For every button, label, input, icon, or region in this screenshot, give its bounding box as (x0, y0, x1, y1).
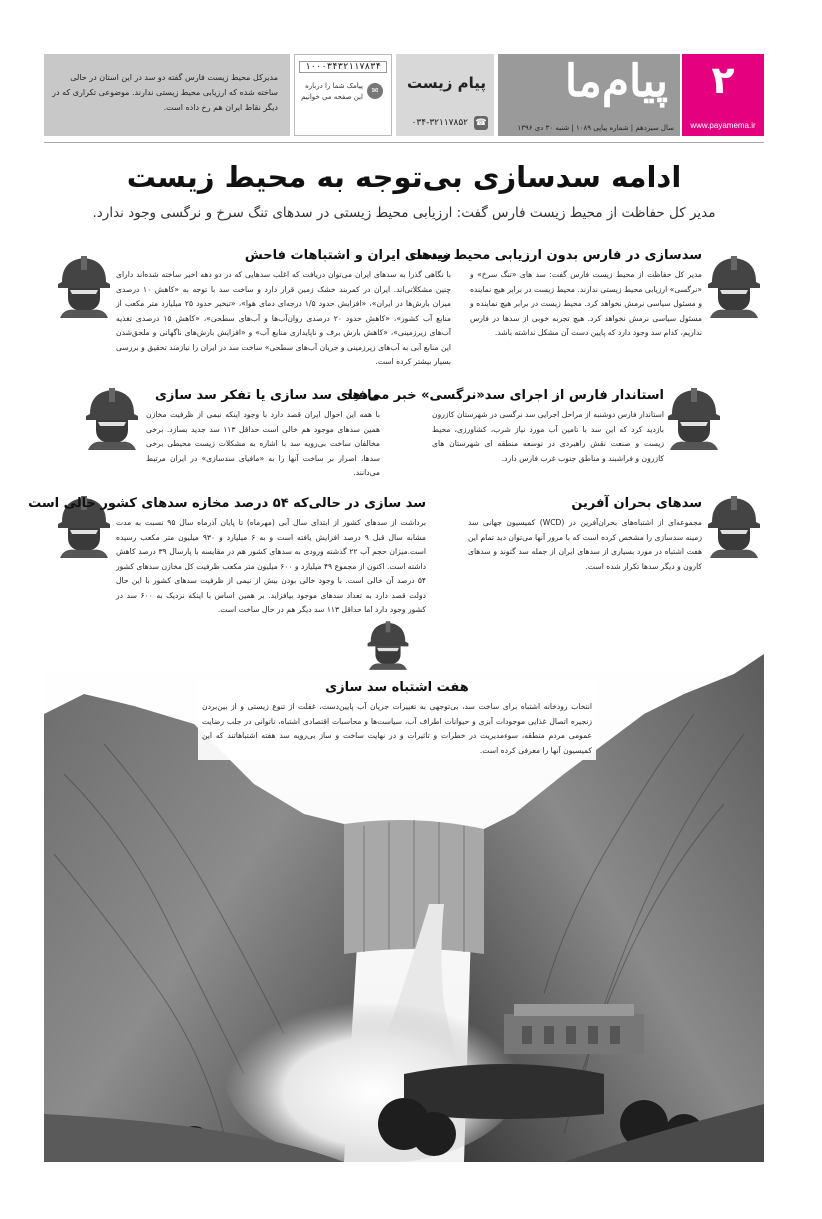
section-dam-mafia (146, 388, 380, 481)
sms-number: ۱۰۰۰۳۴۳۲۱۱۷۸۳۴ (299, 61, 387, 73)
section-crisis-dams (468, 496, 702, 574)
summary-text: مدیرکل محیط زیست فارس گفته دو سد در این استان در حالی ساخته شده که ارزیابی محیط زیستی ندارند. موضوعی تکراری که در دیگر نقاط ایران هم رخ داده است. (52, 73, 278, 112)
section-iran-dams-mistakes (116, 248, 451, 370)
section-body: مدیر کل حفاظت از محیط زیست فارس گفت: سد های «تنگ سرخ» و «نرگسی» ارزیابی محیط زیستی ندارند. محیط زیست در برابر هیچ نماینده و مسئول سیاسی نرمش نخواهد کرد. محیط زیست در برابر هیچ نماینده و مسئول سیاسی نرمش نخواهد کرد. هیچ تجربه خوبی از سدها در فارس نداریم، کدام سد وجود دارد که پایین دست آن مشکل نداشته باشد. (470, 270, 702, 337)
section-title: مافیای سد سازی یا تفکر سد سازی (154, 388, 380, 403)
hard-hat-worker-icon (666, 384, 722, 450)
section-governor-nargesi (344, 388, 664, 466)
phone-icon: ☎ (475, 118, 487, 128)
section-box (396, 54, 494, 136)
site-url[interactable]: www.payamema.ir (690, 121, 756, 130)
header-divider (44, 142, 764, 143)
section-title: سدسازی در فارس بدون ارزیابی محیط زیست (409, 248, 702, 263)
hard-hat-worker-icon (706, 492, 762, 558)
sms-icon: ✉ (367, 83, 383, 99)
hard-hat-worker-icon (56, 252, 112, 318)
page-number: ۲ (711, 58, 735, 102)
section-fars-dams (409, 248, 702, 341)
section-title: پیام زیست (406, 74, 486, 92)
section-title: سدهای بحران آفرین (571, 496, 702, 511)
section-empty-reservoirs (28, 496, 427, 618)
page-header (44, 54, 764, 136)
page-number-box (682, 54, 764, 136)
section-body: برداشت از سدهای کشور از ابتدای سال آبی (مهرماه) تا پایان آذرماه سال ۹۵ نسبت به مدت مشابه سال قبل ۹ درصد افزایش یافته است و به ۶ میلیارد و ۹۳۰ میلیون متر مکعب رسیده است.میزان حجم آب ۲۲ گذشته ورودی به سدهای کشور هم در مقایسه با پارسال ۳۹ درصد کاهش داشته است. اکنون از مجموع ۴۹ میلیارد و ۶۰۰ میلیون متر مکعب ظرفیت کل مخازن سدهای کشور ۵۴ درصد آن خالی است. با وجود خالی بودن بیش از نیمی از ظرفیت سدهای کشور با این حال دولت قصد دارد به تعداد سدهای موجود بیافزاید. بر همین اساس با اینکه نزدیک به ۶۰۰ سد در کشور وجود دارد اما حداقل ۱۱۳ سد دیگر هم در حال ساخت است. (116, 518, 427, 614)
section-body: استاندار فارس دوشنبه از مراحل اجرایی سد نرگسی در شهرستان کازرون بازدید کرد که این سد با تامین آب مورد نیاز شرب، کشاورزی، محیط زیست و صنعت نقش راهبردی در توسعه منطقه ای شهرستان های کازرون و فراشبند و مناطق جنوب غرب فارس دارد. (432, 410, 664, 463)
subheadline: مدیر کل حفاظت از محیط زیست فارس گفت: ارزیابی محیط زیستی در سدهای تنگ سرخ و نرگسی وجود ندارد. (92, 205, 716, 221)
headline: ادامه سدسازی بی‌توجه به محیط زیست (126, 160, 682, 194)
section-body: با نگاهی گذرا به سدهای ایران می‌توان دریافت که اغلب سدهایی که در دو دهه اخیر ساخته شده‌اند دارای چنین مشکلاتی‌اند. ایران در کمربند خشک زمین قرار دارد و ساخت سد با توجه به «کاهش ۱۰ درصدی میزان بارش‌ها در ایران»، «افزایش حدود ۱/۵ درجه‌ای دمای هوا»، «تبخیر حدود ۲۵ میلیارد متر مکعب از منابع آب کشور»، «کاهش حدود ۲۰ درصدی روان‌آب‌ها و آب‌های سطحی»، «کاهش ۱۵ درصدی تغذیه آب‌های زیرزمینی»، «کاهش بارش برف و ناپایداری منابع آب» و «افزایش بارش‌های ناگهانی و ملحق‌شدن این منابع آبی به آب‌های زیرزمینی و جریان آب‌های سطحی» ساخت سد در ایران را نیازمند تحقیق و بررسی بسیار بیشتر کرده است. (116, 270, 452, 366)
hard-hat-worker-icon (706, 252, 762, 318)
issue-line: سال سیزدهم | شماره پیاپی ۱۰۸۹ | شنبه ۳۰ دی ۱۳۹۶ (517, 124, 674, 132)
section-title: استاندار فارس از اجرای سد«نرگسی» خبر می‌دهد (344, 388, 664, 403)
phone-number: ۰۳۴-۳۲۱۱۷۸۵۲ (411, 118, 468, 128)
section-body: انتخاب رودخانه اشتباه برای ساخت سد، بی‌توجهی به تغییرات جریان آب پایین‌دست، غفلت از تنوع زیستی و از بین‌بردن زنجیره اتصال غذایی موجودات آبزی و حیوانات اطراف آب، سیاست‌ها و محاسبات اقتصادی اشتباه، ناتوانی در جلب رضایت عمومی مردم منطقه، سوءمدیریت در خطرات و تاثیرات و در نهایت ساخت و ساز بی‌رویه سد هفته اشتباهاتند که این کمیسیون آنها را معرفی کرده است. (202, 702, 592, 755)
section-title: سدهای ایران و اشتباهات فاحش (244, 248, 451, 263)
section-body: مجموعه‌ای از اشتباه‌های بحران‌آفرین در (WCD) کمیسیون جهانی سد زمینه سدسازی را مشخص کرده است که با مرور آنها می‌توان دید تمام این هفت اشتباه در مورد بسیاری از سدهای ایران از جمله سد گتوند و سدهای کارون و دیگر سدها تکرار شده است. (468, 518, 702, 571)
hard-hat-worker-icon (84, 384, 140, 450)
sms-text: پیامک شما را درباره این صفحه می خوانیم (301, 82, 363, 101)
section-seven-mistakes (198, 678, 596, 760)
section-title: سد سازی در حالی‌که ۵۴ درصد مخازه سدهای کشور خالی است (28, 496, 426, 511)
section-title: هفت اشتباه سد سازی (325, 680, 469, 695)
logo-name: پیام‌ما (564, 56, 668, 107)
section-body: با همه این احوال ایران قصد دارد با وجود اینکه نیمی از ظرفیت مخازن همین سدهای موجود هم خالی است حداقل ۱۱۳ سد جدید بسازد. برخی مخالفان ساخت بی‌رویه سد با اشاره به مشکلات زیست محیطی برخی سدها، اصرار بر ساخت آنها را به «مافیای سدسازی» در ایران مرتبط می‌دانند. (146, 410, 380, 477)
newspaper-logo (498, 54, 680, 136)
sms-box (294, 54, 392, 136)
hard-hat-worker-icon (366, 618, 410, 670)
summary-box (44, 54, 290, 136)
